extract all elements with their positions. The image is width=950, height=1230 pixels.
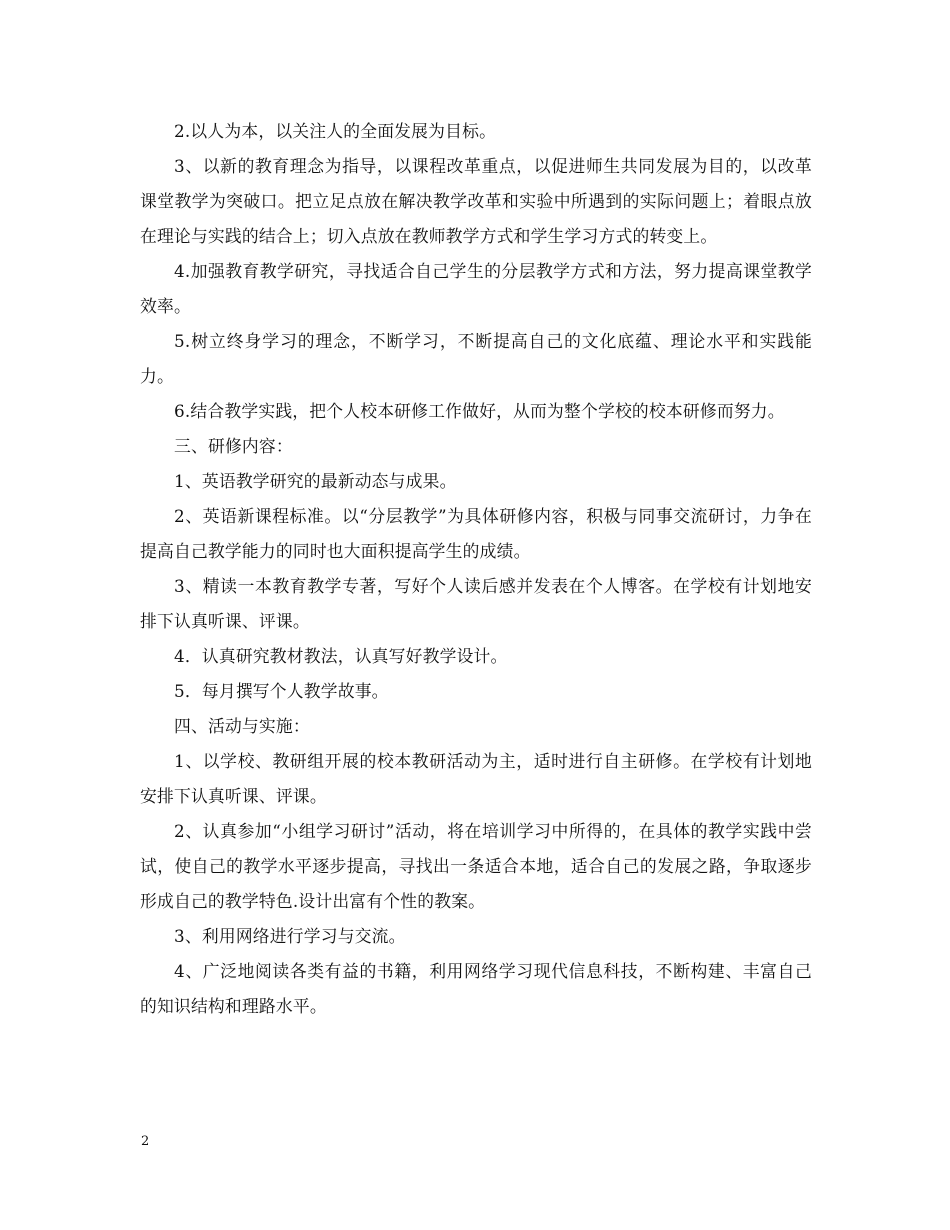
paragraph-activity-1: 1、以学校、教研组开展的校本教研活动为主，适时进行自主研修。在学校有计划地安排下认真听课、评课。 [140, 751, 812, 806]
paragraph-principle-4: 4.加强教育教学研究，寻找适合自己学生的分层教学方式和方法，努力提高课堂教学效率。 [140, 261, 812, 316]
paragraph-principle-3: 3、以新的教育理念为指导，以课程改革重点，以促进师生共同发展为目的，以改革课堂教学为突破口。把立足点放在解决教学改革和实验中所遇到的实际问题上；着眼点放在理论与实践的结合上；切入点放在教师教学方式和学生学习方式的转变上。 [140, 156, 812, 246]
paragraph-activity-2: 2、认真参加“小组学习研讨”活动，将在培训学习中所得的，在具体的教学实践中尝试，使自己的教学水平逐步提高，寻找出一条适合本地，适合自己的发展之路，争取逐步形成自己的教学特色.设计出富有个性的教案。 [140, 821, 812, 911]
paragraph-content-2: 2、英语新课程标准。以“分层教学”为具体研修内容，积极与同事交流研讨，力争在提高自己教学能力的同时也大面积提高学生的成绩。 [140, 506, 812, 561]
paragraph-content-5: 5．每月撰写个人教学故事。 [174, 681, 389, 701]
paragraph-content-3: 3、精读一本教育教学专著，写好个人读后感并发表在个人博客。在学校有计划地安排下认真听课、评课。 [140, 576, 812, 631]
document-body [140, 114, 812, 1024]
paragraph-principle-6: 6.结合教学实践，把个人校本研修工作做好，从而为整个学校的校本研修而努力。 [174, 401, 785, 421]
section-heading-study-content: 三、研修内容： [174, 436, 293, 456]
section-heading-activities: 四、活动与实施： [174, 716, 310, 736]
paragraph-activity-4: 4、广泛地阅读各类有益的书籍，利用网络学习现代信息科技，不断构建、丰富自己的知识结构和理路水平。 [140, 961, 812, 1016]
paragraph-principle-2: 2.以人为本，以关注人的全面发展为目标。 [174, 121, 497, 141]
paragraph-content-4: 4．认真研究教材教法，认真写好教学设计。 [174, 646, 508, 666]
page-number: 2 [141, 1134, 150, 1149]
paragraph-content-1: 1、英语教学研究的最新动态与成果。 [174, 471, 457, 491]
paragraph-principle-5: 5.树立终身学习的理念，不断学习，不断提高自己的文化底蕴、理论水平和实践能力。 [140, 331, 812, 386]
paragraph-activity-3: 3、利用网络进行学习与交流。 [174, 926, 406, 946]
